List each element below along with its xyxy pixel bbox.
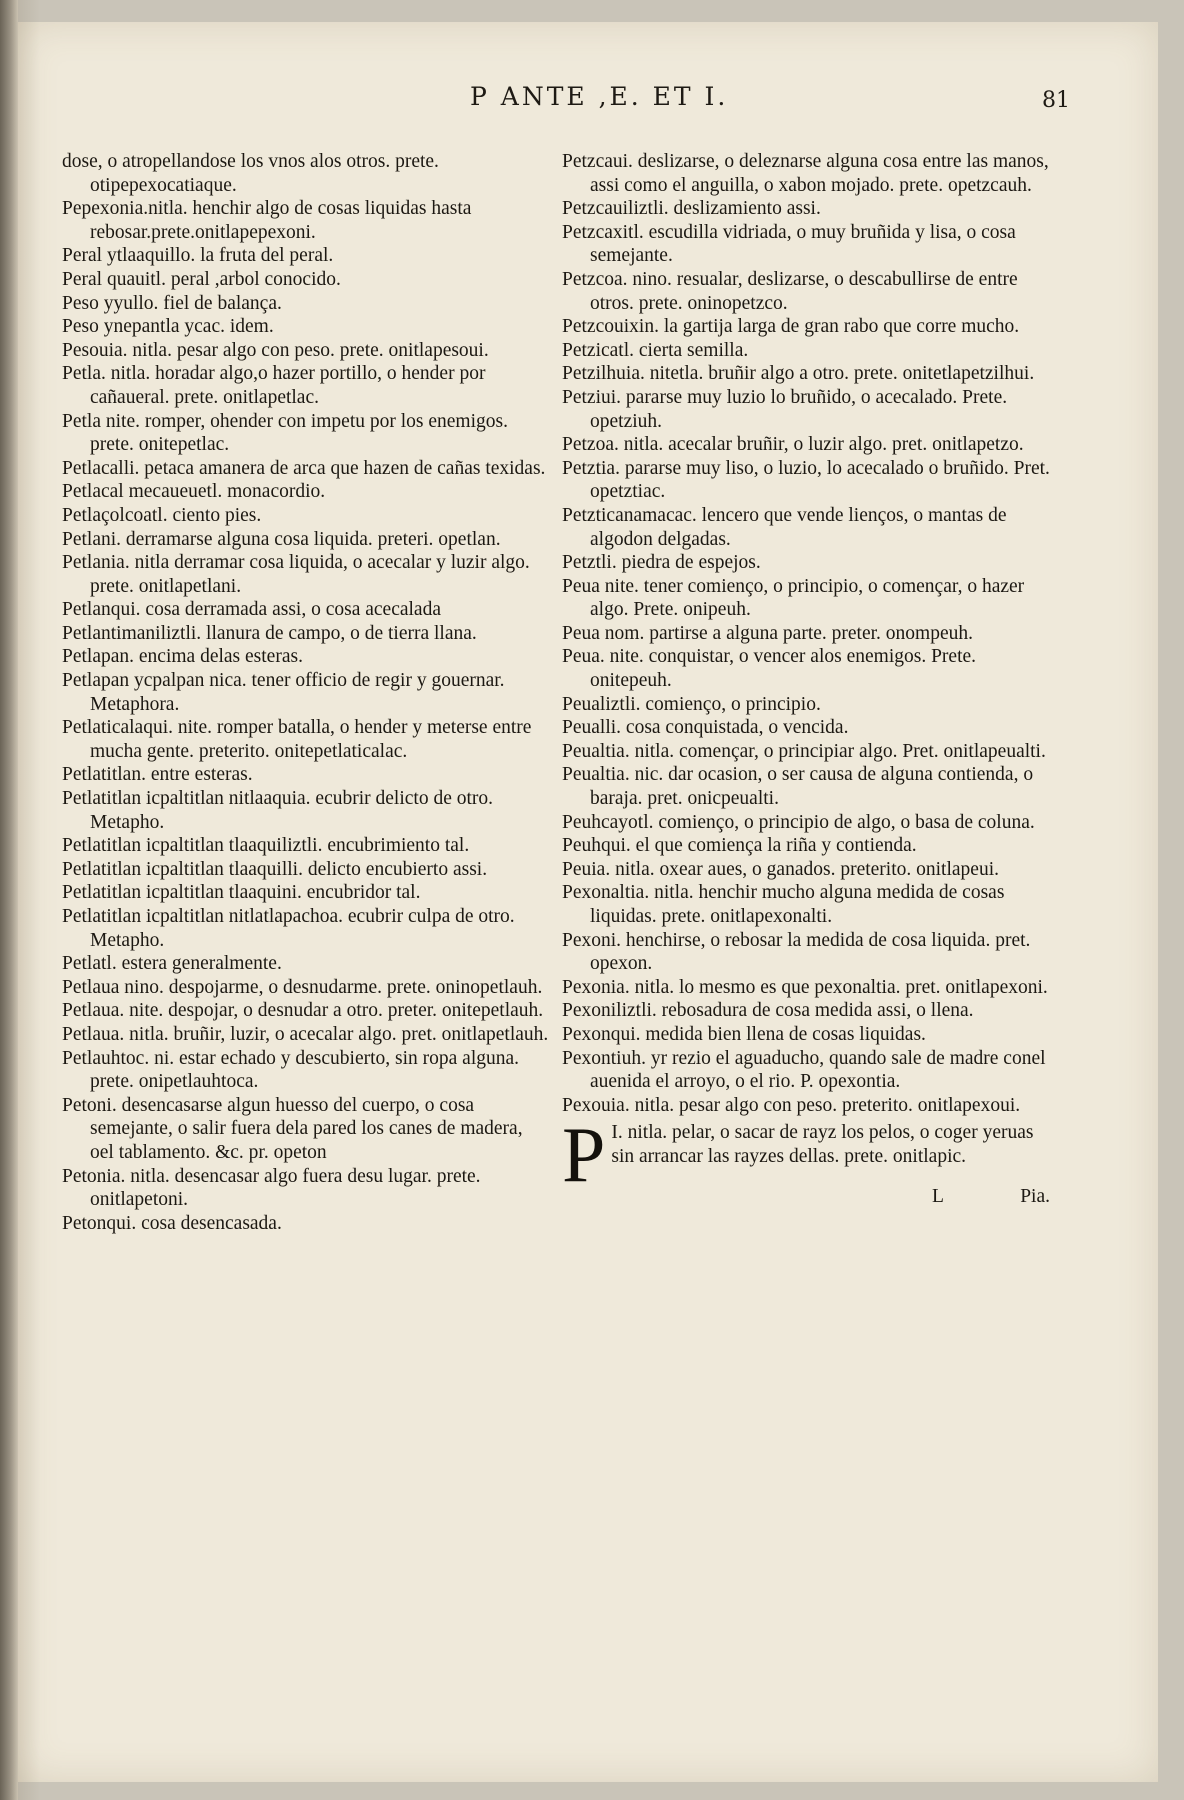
catchword: Pia.	[1020, 1186, 1050, 1208]
dictionary-entry: Petla. nitla. horadar algo,o hazer portillo, o hender por cañaueral. prete. onitlapetlac.	[62, 363, 486, 408]
folio-number: 81	[1042, 88, 1070, 113]
dictionary-entry: Petzcoa. nino. resualar, deslizarse, o descabullirse de entre otros. prete. oninopetzco.	[562, 268, 1018, 314]
dictionary-entry: Petlaua nino. despojarme, o desnudarme. prete. oninopetlauh.	[62, 976, 543, 998]
section-p-text: I. nitla. pelar, o sacar de rayz los pelos, o coger yeruas sin arrancar las rayzes dellas. prete. onitlapic.	[611, 1122, 1034, 1167]
dictionary-entry: Petlania. nitla derramar cosa liquida, o acecalar y luzir algo. prete. onitlapetlani.	[62, 552, 530, 597]
drop-cap-initial: P	[562, 1111, 606, 1199]
right-column	[562, 150, 1050, 1209]
dictionary-entry: Peuhcayotl. comienço, o principio de algo, o basa de coluna.	[562, 811, 1035, 833]
dictionary-entry: dose, o atropellandose los vnos alos otros. prete. otipepexocatiaque.	[62, 151, 439, 196]
dictionary-entry: Pepexonia.nitla. henchir algo de cosas liquidas hasta rebosar.prete.onitlapepexoni.	[62, 198, 472, 243]
dictionary-entry: Petlatitlan icpaltitlan tlaaquini. encubridor tal.	[62, 882, 421, 904]
dictionary-entry: Peso yyullo. fiel de balança.	[62, 292, 282, 314]
dictionary-entry: Pexouia. nitla. pesar algo con peso. preterito. onitlapexoui.	[562, 1094, 1021, 1116]
dictionary-entry: Petlatitlan icpaltitlan tlaaquiliztli. encubrimiento tal.	[62, 835, 470, 857]
dictionary-entry: Petzcaui. deslizarse, o deleznarse alguna cosa entre las manos, assi como el anguilla, o xabon mojado. prete. opetzcauh.	[562, 151, 1049, 196]
dictionary-entry: Peualtia. nic. dar ocasion, o ser causa de alguna contienda, o baraja. pret. onicpeualti.	[562, 764, 1034, 810]
dictionary-entry: Petlaçolcoatl. ciento pies.	[62, 504, 262, 526]
dictionary-entry: Petonqui. cosa desencasada.	[62, 1212, 282, 1234]
dictionary-entry: Petlacal mecaueuetl. monacordio.	[62, 481, 326, 503]
dictionary-entry: Pexonaltia. nitla. henchir mucho alguna medida de cosas liquidas. prete. onitlapexonalti.	[562, 882, 1005, 927]
dictionary-entry: Pexoniliztli. rebosadura de cosa medida assi, o llena.	[562, 1000, 974, 1022]
dictionary-entry: Petzcouixin. la gartija larga de gran rabo que corre mucho.	[562, 316, 1020, 338]
dictionary-entry: Petlatitlan icpaltitlan tlaaquilli. delicto encubierto assi.	[62, 858, 488, 880]
dictionary-entry: Pexontiuh. yr rezio el aguaducho, quando sale de madre conel auenida el arroyo, o el rio. P. opexontia.	[562, 1047, 1046, 1093]
dictionary-entry: Petlanqui. cosa derramada assi, o cosa acecalada	[62, 599, 441, 621]
dictionary-entry: Petzoa. nitla. acecalar bruñir, o luzir algo. pret. onitlapetzo.	[562, 434, 1024, 456]
dictionary-entry: Pexoni. henchirse, o rebosar la medida de cosa liquida. pret. opexon.	[562, 929, 1031, 975]
right-column-entries	[562, 150, 1050, 1117]
dictionary-entry: Petlatitlan. entre esteras.	[62, 764, 253, 786]
dictionary-entry: Petzicatl. cierta semilla.	[562, 339, 749, 361]
dictionary-entry: Peral quauitl. peral ,arbol conocido.	[62, 268, 341, 290]
dictionary-entry: Petlauhtoc. ni. estar echado y descubierto, sin ropa alguna. prete. onipetlauhtoca.	[62, 1047, 520, 1093]
dictionary-entry: Petztia. pararse muy liso, o luzio, lo acecalado o bruñido. Pret. opetztiac.	[562, 457, 1050, 503]
dictionary-entry: Petzticanamacac. lencero que vende lienços, o mantas de algodon delgadas.	[562, 504, 1007, 550]
dictionary-entry: Petlatitlan icpaltitlan nitlaaquia. ecubrir delicto de otro. Metapho.	[62, 788, 494, 833]
dictionary-entry: Peso ynepantla ycac. idem.	[62, 316, 274, 338]
dictionary-entry: Petlantimaniliztli. llanura de campo, o de tierra llana.	[62, 622, 477, 644]
dictionary-entry: Petlani. derramarse alguna cosa liquida. preteri. opetlan.	[62, 528, 501, 550]
left-column	[62, 150, 550, 1235]
dictionary-entry: Petlaua. nite. despojar, o desnudar a otro. preter. onitepetlauh.	[62, 1000, 544, 1022]
dictionary-entry: Petlatitlan icpaltitlan nitlatlapachoa. ecubrir culpa de otro. Metapho.	[62, 906, 515, 951]
page-header	[470, 82, 1070, 122]
dictionary-entry: Peua. nite. conquistar, o vencer alos enemigos. Prete. onitepeuh.	[562, 646, 977, 692]
dictionary-entry: Peuhqui. el que comiença la riña y contienda.	[562, 835, 917, 857]
book-gutter	[0, 0, 18, 1800]
dictionary-entry: Petzcaxitl. escudilla vidriada, o muy bruñida y lisa, o cosa semejante.	[562, 221, 1016, 267]
dictionary-entry: Petlacalli. petaca amanera de arca que hazen de cañas texidas.	[62, 457, 546, 479]
running-head: P ANTE ,E. ET I.	[470, 82, 729, 111]
dictionary-entry: Petlaticalaqui. nite. romper batalla, o hender y meterse entre mucha gente. preterito. onitepetlaticalac.	[62, 717, 532, 762]
dictionary-entry: Peualiztli. comienço, o principio.	[562, 693, 821, 715]
dictionary-entry: Pesouia. nitla. pesar algo con peso. prete. onitlapesoui.	[62, 339, 489, 361]
dictionary-entry: Petztli. piedra de espejos.	[562, 552, 761, 574]
page-footer	[562, 1185, 1050, 1209]
dictionary-entry: Peualtia. nitla. començar, o principiar algo. Pret. onitlapeualti.	[562, 740, 1046, 762]
dictionary-entry: Petlapan ycpalpan nica. tener officio de regir y gouernar. Metaphora.	[62, 670, 505, 715]
dictionary-entry: Peuia. nitla. oxear aues, o ganados. preterito. onitlapeui.	[562, 858, 999, 880]
dictionary-entry: Petlaua. nitla. bruñir, luzir, o acecalar algo. pret. onitlapetlauh.	[62, 1023, 549, 1045]
dictionary-entry: Petzilhuia. nitetla. bruñir algo a otro. prete. onitetlapetzilhui.	[562, 363, 1035, 385]
dictionary-entry: Peua nom. partirse a alguna parte. preter. onompeuh.	[562, 622, 973, 644]
signature-mark: L	[932, 1186, 944, 1208]
dictionary-entry: Peral ytlaaquillo. la fruta del peral.	[62, 245, 334, 267]
dictionary-entry: Pexonia. nitla. lo mesmo es que pexonaltia. pret. onitlapexoni.	[562, 976, 1048, 998]
dictionary-entry: Petonia. nitla. desencasar algo fuera desu lugar. prete. onitlapetoni.	[62, 1165, 481, 1211]
dictionary-entry: Pexonqui. medida bien llena de cosas liquidas.	[562, 1023, 926, 1045]
dictionary-entry: Petlapan. encima delas esteras.	[62, 646, 303, 668]
dictionary-entry: Peualli. cosa conquistada, o vencida.	[562, 717, 849, 739]
dictionary-entry: Petziui. pararse muy luzio lo bruñido, o acecalado. Prete. opetziuh.	[562, 386, 1008, 432]
dictionary-entry: Petla nite. romper, ohender con impetu por los enemigos. prete. onitepetlac.	[62, 410, 508, 456]
dictionary-entry: Petoni. desencasarse algun huesso del cuerpo, o cosa semejante, o salir fuera dela pared los canes de madera, oel tablamento. &c. pr. opeton	[62, 1094, 523, 1163]
dictionary-entry: Petzcauiliztli. deslizamiento assi.	[562, 198, 821, 220]
dictionary-entry: Petlatl. estera generalmente.	[62, 953, 282, 975]
dictionary-entry: Peua nite. tener comienço, o principio, o començar, o hazer algo. Prete. onipeuh.	[562, 575, 1025, 621]
